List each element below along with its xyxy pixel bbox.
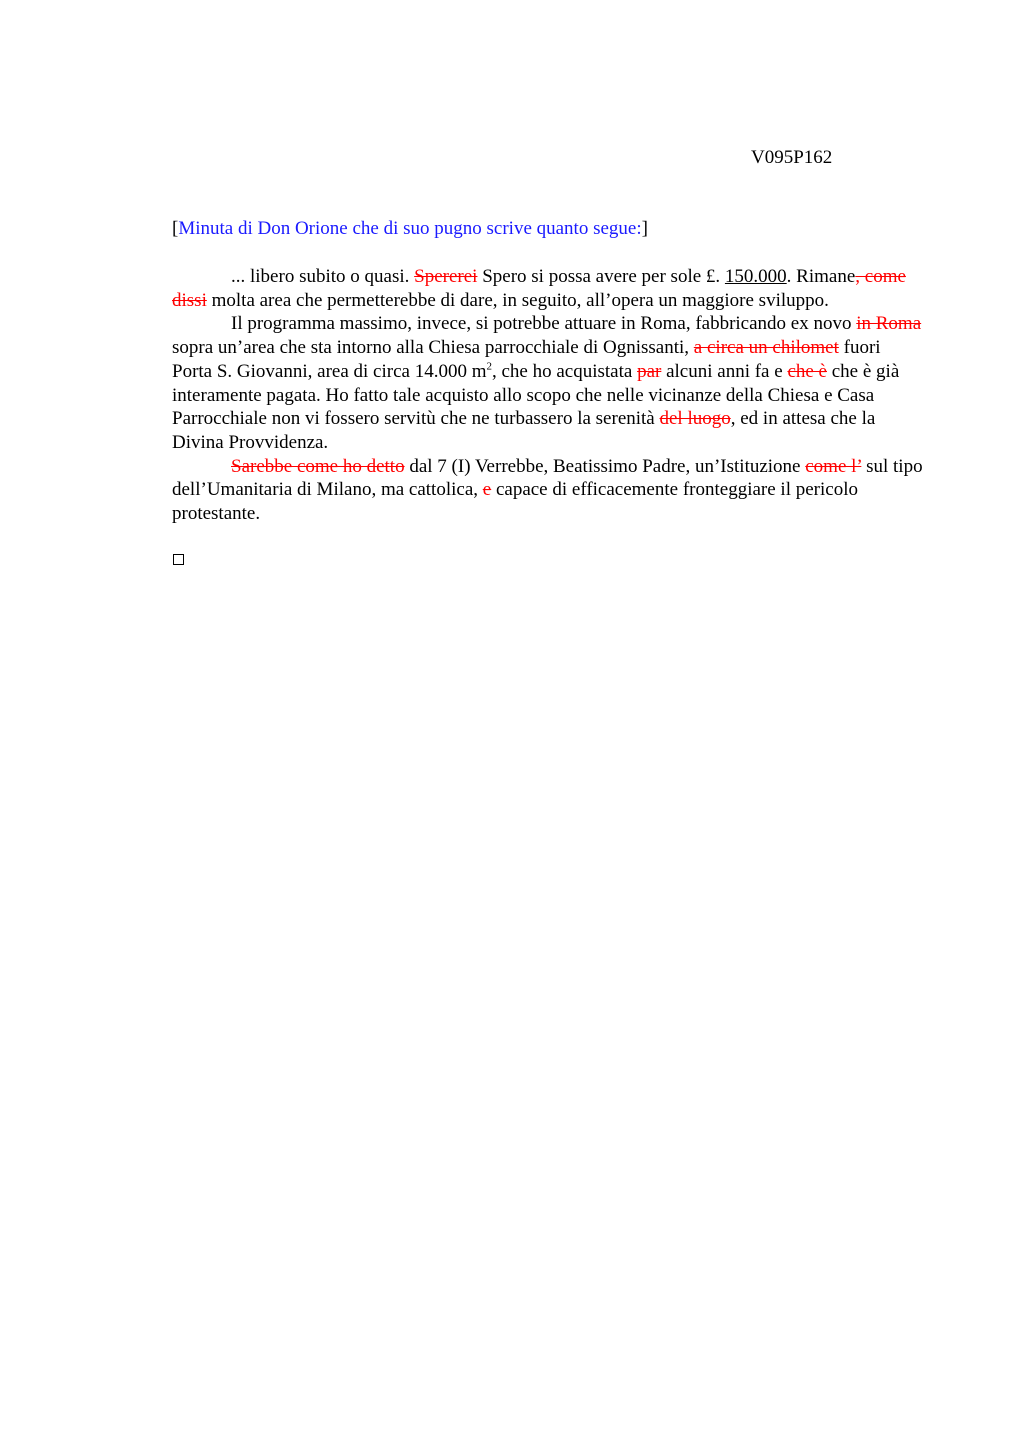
underlined-amount: 150.000 bbox=[724, 266, 787, 287]
text-run: , che ho acquistata bbox=[491, 360, 638, 382]
deleted-text: , come dissi bbox=[172, 266, 906, 311]
text-run: sopra un’area che sta intorno alla Chiesa parrocchiale di Ognissanti, bbox=[172, 337, 694, 359]
note-text: Minuta di Don Orione che di suo pugno scrive quanto segue: bbox=[178, 218, 642, 239]
text-run: fuori Porta S. Giovanni, area di circa 14.000 m bbox=[172, 337, 881, 382]
deleted-text: a circa un chilomet bbox=[693, 337, 839, 359]
deleted-text: che è bbox=[787, 360, 827, 382]
text-run: . Rimane bbox=[786, 266, 856, 287]
paragraph-2 bbox=[172, 312, 924, 454]
paragraph-1 bbox=[172, 265, 924, 312]
text-run: sul tipo dell’Umanitaria di Milano, ma cattolica, bbox=[172, 455, 923, 501]
editor-note bbox=[172, 217, 648, 241]
deleted-text: par bbox=[637, 360, 662, 382]
note-open-bracket: [ bbox=[172, 218, 179, 239]
letter-body bbox=[172, 265, 924, 526]
deleted-text: del luogo bbox=[659, 408, 731, 430]
text-run: molta area che permetterebbe di dare, in seguito, all’opera un maggiore sviluppo. bbox=[206, 289, 829, 311]
text-run: che è già interamente pagata. Ho fatto tale acquisto allo scopo che nelle vicinanze della Chiesa e Casa Parrocchiale non vi fossero servitù che ne turbassero la serenità bbox=[172, 360, 900, 430]
deleted-text: Spererei bbox=[414, 266, 478, 287]
text-run: Spero si possa avere per sole £. bbox=[477, 266, 725, 287]
superscript: 2 bbox=[486, 360, 492, 373]
deleted-text: Sarebbe come ho detto bbox=[231, 455, 405, 477]
text-run: Il programma massimo, invece, si potrebbe attuare in Roma, fabbricando ex novo bbox=[231, 313, 857, 335]
deleted-text: in Roma bbox=[856, 313, 922, 335]
text-run: dal 7 (I) Verrebbe, Beatissimo Padre, un’Istituzione bbox=[404, 455, 806, 477]
deleted-text: come l’ bbox=[805, 455, 862, 477]
text-run: capace di efficacemente fronteggiare il pericolo protestante. bbox=[172, 479, 858, 525]
text-run: , ed in attesa che la Divina Provvidenza. bbox=[172, 408, 876, 453]
note-close-bracket: ] bbox=[641, 218, 648, 239]
text-run: ... libero subito o quasi. bbox=[231, 266, 415, 287]
deleted-text: e bbox=[482, 479, 492, 501]
end-marker-box bbox=[173, 554, 184, 565]
text-run: alcuni anni fa e bbox=[661, 360, 788, 382]
page-code: V095P162 bbox=[751, 147, 833, 168]
paragraph-3 bbox=[172, 455, 924, 526]
